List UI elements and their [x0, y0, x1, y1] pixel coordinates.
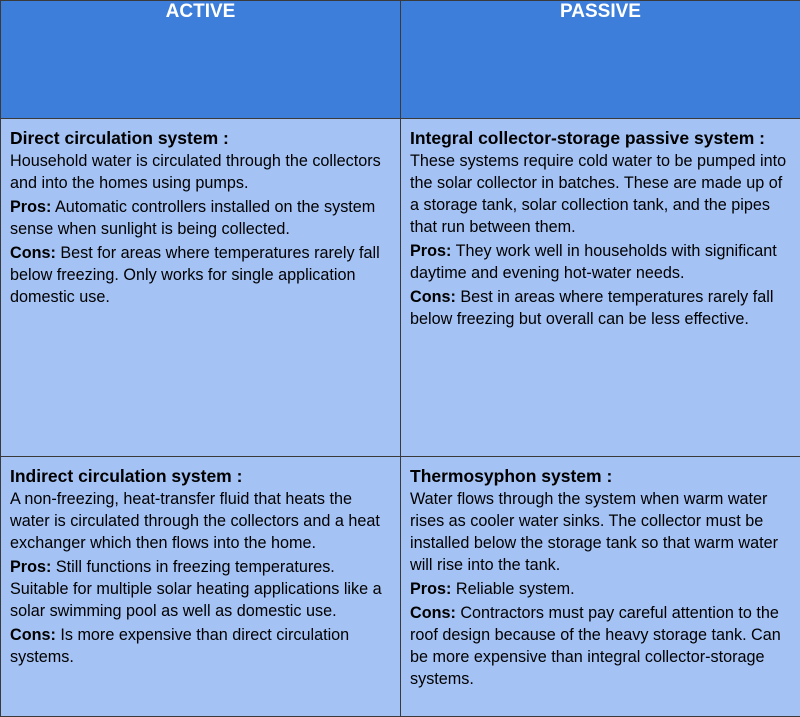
cell-title: Integral collector-storage passive system : [410, 127, 791, 150]
cons-text: Contractors must pay careful attention to the roof design because of the heavy storage tank. Can be more expensive than integral collector-storage systems. [410, 604, 781, 688]
pros-text: They work well in households with significant daytime and evening hot-water needs. [410, 242, 777, 282]
cell-cons [10, 242, 391, 308]
pros-label: Pros: [10, 198, 51, 216]
cell-cons [10, 624, 391, 668]
pros-text: Automatic controllers installed on the system sense when sunlight is being collected. [10, 198, 375, 238]
cell-pros [410, 578, 791, 600]
cons-label: Cons: [410, 288, 456, 306]
cell-integral-collector [401, 119, 800, 457]
pros-label: Pros: [10, 558, 51, 576]
cell-description: These systems require cold water to be pumped into the solar collector in batches. These are made up of a storage tank, solar collection tank, and the pipes that run between them. [410, 150, 791, 238]
cell-thermosyphon [401, 457, 800, 717]
cons-label: Cons: [410, 604, 456, 622]
pros-text: Still functions in freezing temperatures. Suitable for multiple solar heating applications like a solar swimming pool as well as domestic use. [10, 558, 382, 620]
cons-label: Cons: [10, 626, 56, 644]
cons-text: Best for areas where temperatures rarely fall below freezing. Only works for single application domestic use. [10, 244, 380, 306]
cons-label: Cons: [10, 244, 56, 262]
cell-title: Indirect circulation system : [10, 465, 391, 488]
cell-description: Water flows through the system when warm water rises as cooler water sinks. The collector must be installed below the storage tank so that warm water will rise into the tank. [410, 488, 791, 576]
header-active: ACTIVE [1, 1, 401, 119]
cell-cons [410, 286, 791, 330]
table-row [1, 457, 800, 717]
cell-indirect-circulation [1, 457, 401, 717]
pros-text: Reliable system. [451, 580, 574, 598]
cell-title: Thermosyphon system : [410, 465, 791, 488]
cell-pros [410, 240, 791, 284]
cell-description: A non-freezing, heat-transfer fluid that heats the water is circulated through the collectors and a heat exchanger which then flows into the home. [10, 488, 391, 554]
header-passive: PASSIVE [401, 1, 800, 119]
cell-title: Direct circulation system : [10, 127, 391, 150]
cons-text: Is more expensive than direct circulation systems. [10, 626, 349, 666]
cons-text: Best in areas where temperatures rarely fall below freezing but overall can be less effective. [410, 288, 773, 328]
header-row [1, 1, 800, 119]
cell-description: Household water is circulated through the collectors and into the homes using pumps. [10, 150, 391, 194]
cell-pros [10, 196, 391, 240]
cell-pros [10, 556, 391, 622]
pros-label: Pros: [410, 242, 451, 260]
cell-cons [410, 602, 791, 690]
pros-label: Pros: [410, 580, 451, 598]
cell-direct-circulation [1, 119, 401, 457]
table-row [1, 119, 800, 457]
